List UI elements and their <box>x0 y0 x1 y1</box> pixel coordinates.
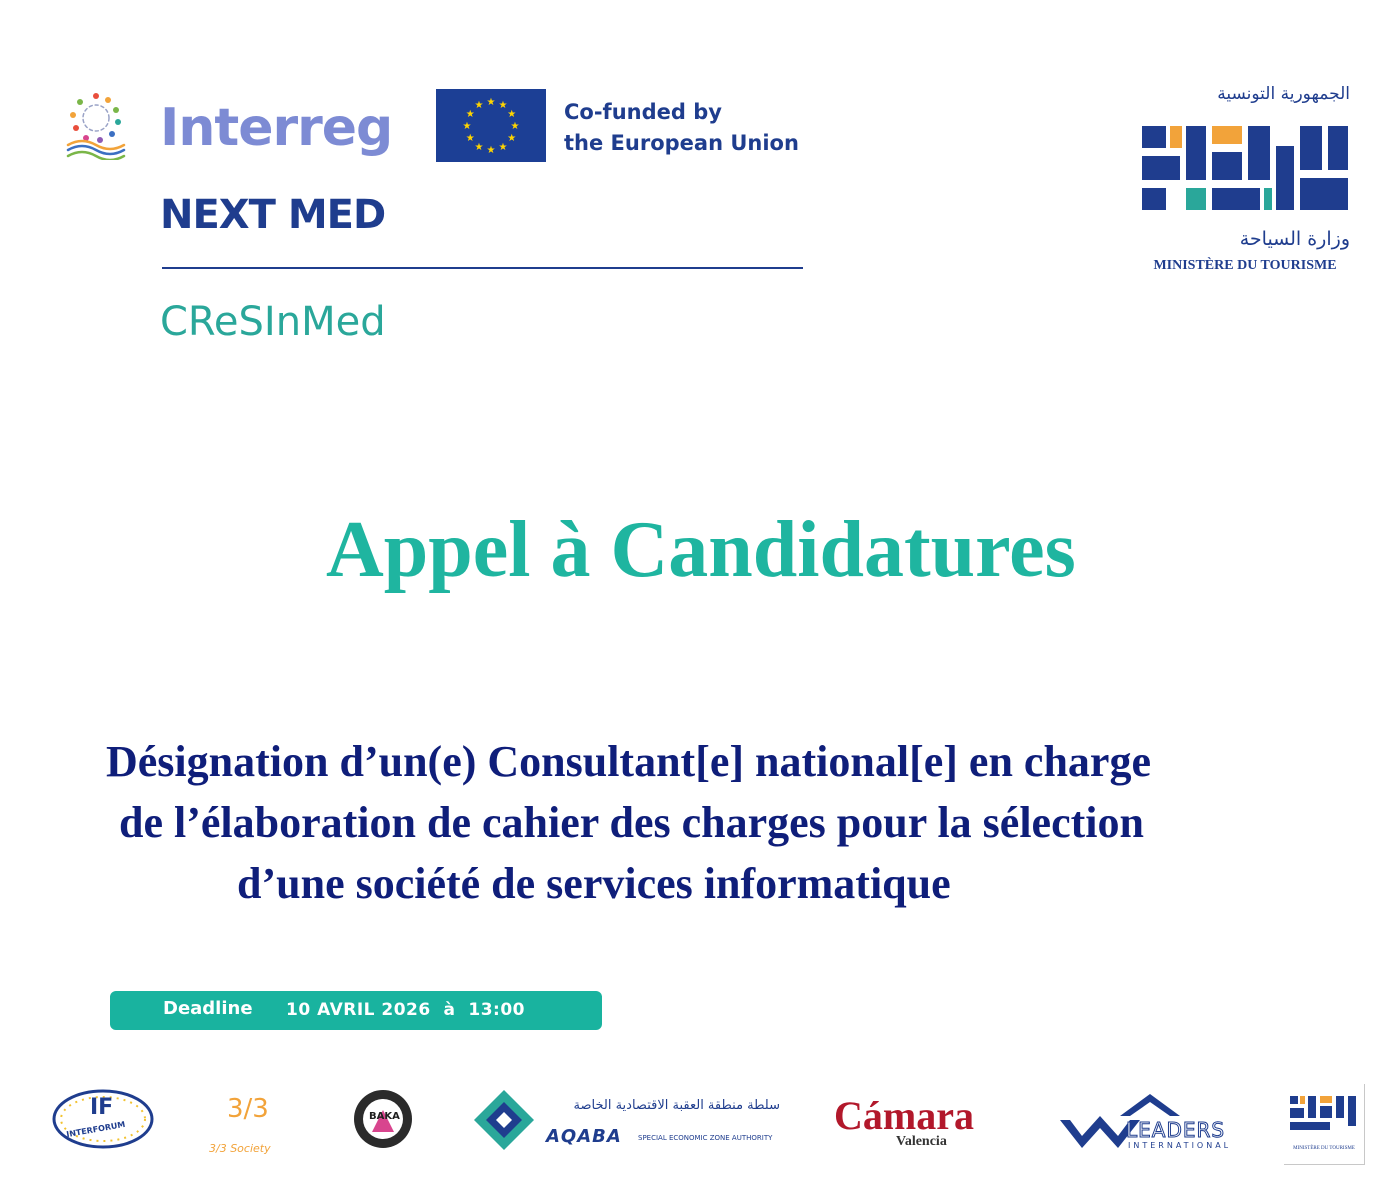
partner-ministry-logo <box>1284 1084 1365 1165</box>
eu-star-icon: ★ <box>465 133 475 144</box>
eu-star-icon: ★ <box>507 133 517 144</box>
partner-interforum-logo <box>52 1089 154 1149</box>
eu-star-icon: ★ <box>462 121 472 132</box>
eu-star-icon: ★ <box>498 141 508 153</box>
description-line-1: Désignation d’un(e) Consultant[e] national[e] en charge <box>106 737 1151 786</box>
header-divider <box>162 267 803 269</box>
ministry-french-name: MINISTÈRE DU TOURISME <box>1153 258 1337 273</box>
camara-name: Cámara <box>834 1093 974 1138</box>
eu-flag-icon <box>436 89 546 162</box>
cofund-text <box>564 97 799 159</box>
camara-sub: Valencia <box>896 1134 947 1149</box>
eu-star-icon: ★ <box>486 97 496 108</box>
baka-name: BAKA <box>369 1111 400 1122</box>
cofund-line-1: Co-funded by <box>564 100 722 124</box>
project-name: CReSInMed <box>160 299 386 345</box>
program-subtitle: NEXT MED <box>160 192 386 238</box>
program-name: Interreg <box>160 98 393 158</box>
leaders-name: LEADERS <box>1126 1118 1226 1142</box>
partner-leaders-logo <box>1060 1090 1244 1154</box>
ministry-small-name: MINISTÈRE DU TOURISME <box>1293 1146 1355 1151</box>
eu-star-icon: ★ <box>465 109 475 120</box>
aqaba-arabic: سلطة منطقة العقبة الاقتصادية الخاصة <box>573 1098 780 1113</box>
description-line-2: de l’élaboration de cahier des charges pour la sélection <box>119 798 1144 847</box>
partner-society-logo <box>205 1090 285 1160</box>
partner-aqaba-logo <box>472 1088 782 1154</box>
description-line-3: d’une société de services informatique <box>237 859 951 908</box>
partner-baka-logo <box>352 1088 414 1150</box>
aqaba-icon <box>472 1088 536 1152</box>
ministry-arabic-name: وزارة السياحة <box>1239 228 1350 250</box>
aqaba-name: AQABA <box>546 1126 622 1147</box>
deadline-label: Deadline <box>163 998 253 1019</box>
society-mark: 3/3 <box>227 1094 269 1124</box>
ministry-arabic-republic: الجمهورية التونسية <box>1217 84 1350 104</box>
interforum-abbr: IF <box>90 1095 114 1120</box>
eu-star-icon: ★ <box>474 100 484 112</box>
partner-camara-logo <box>834 1094 1004 1154</box>
ministry-logo-icon <box>1140 116 1352 216</box>
eu-star-icon: ★ <box>474 141 484 153</box>
cofund-line-2: the European Union <box>564 131 799 155</box>
interreg-logo-icon <box>64 88 128 160</box>
society-name: 3/3 Society <box>209 1142 271 1155</box>
deadline-date: 10 AVRIL 2026 à 13:00 <box>286 1000 525 1020</box>
eu-star-icon: ★ <box>486 145 496 156</box>
eu-star-icon: ★ <box>507 109 517 120</box>
leaders-sub: INTERNATIONAL <box>1128 1141 1232 1150</box>
eu-star-icon: ★ <box>498 100 508 112</box>
eu-star-icon: ★ <box>510 121 520 132</box>
page-title: Appel à Candidatures <box>326 506 1076 594</box>
ministry-small-icon <box>1290 1092 1356 1132</box>
aqaba-sub: SPECIAL ECONOMIC ZONE AUTHORITY <box>638 1134 773 1142</box>
interforum-name: INTERFORUM <box>65 1119 126 1140</box>
